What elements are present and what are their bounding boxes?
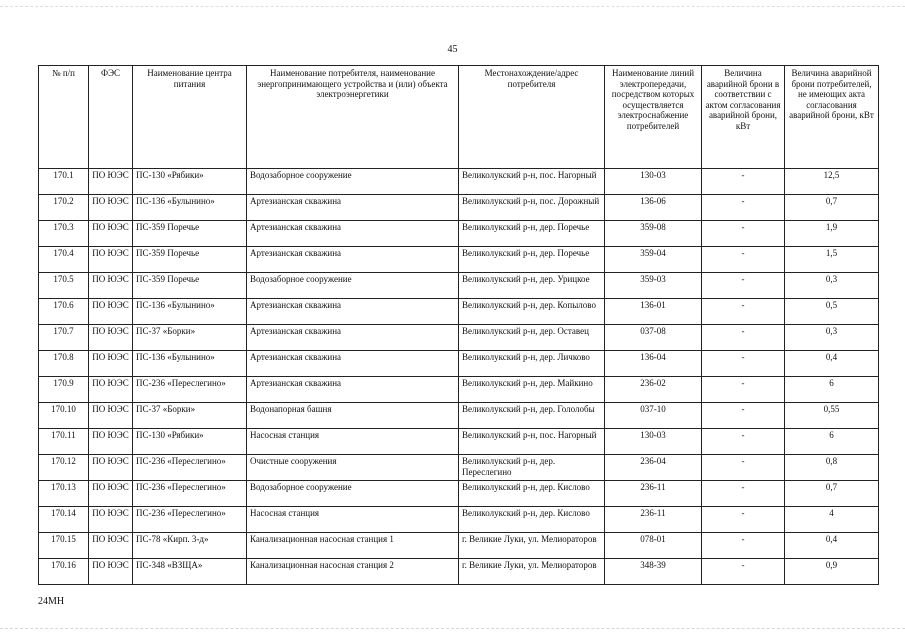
cell-consumer: Артезианская скважина [247, 221, 459, 247]
cell-power-line: 359-03 [605, 273, 702, 299]
cell-number: 170.8 [39, 351, 89, 377]
cell-fes: ПО ЮЭС [89, 429, 133, 455]
cell-power-center: ПС-236 «Переслегино» [133, 481, 247, 507]
cell-address: Великолукский р-н, дер. Поречье [459, 247, 605, 273]
cell-power-center: ПС-136 «Булынино» [133, 351, 247, 377]
cell-power-center: ПС-37 «Борки» [133, 403, 247, 429]
cell-consumer: Артезианская скважина [247, 325, 459, 351]
col-header-address: Местонахождение/адрес потребителя [459, 66, 605, 169]
cell-reserve-act: - [702, 273, 785, 299]
cell-number: 170.15 [39, 533, 89, 559]
cell-address: Великолукский р-н, дер. Оставец [459, 325, 605, 351]
cell-reserve-act: - [702, 221, 785, 247]
cell-number: 170.12 [39, 455, 89, 481]
cell-number: 170.14 [39, 507, 89, 533]
cell-number: 170.9 [39, 377, 89, 403]
table-row [39, 429, 879, 455]
table-row [39, 533, 879, 559]
cell-power-line: 359-08 [605, 221, 702, 247]
col-header-fes: ФЭС [89, 66, 133, 169]
cell-reserve-no-act: 4 [785, 507, 879, 533]
cell-power-center: ПС-136 «Булынино» [133, 195, 247, 221]
cell-power-center: ПС-130 «Рябики» [133, 169, 247, 195]
cell-consumer: Водозаборное сооружение [247, 273, 459, 299]
table-row [39, 325, 879, 351]
cell-power-center: ПС-236 «Переслегино» [133, 455, 247, 481]
cell-consumer: Артезианская скважина [247, 351, 459, 377]
table-row [39, 351, 879, 377]
cell-address: Великолукский р-н, дер. Кислово [459, 481, 605, 507]
cell-power-line: 236-04 [605, 455, 702, 481]
cell-consumer: Канализационная насосная станция 2 [247, 559, 459, 585]
cell-address: Великолукский р-н, дер. Поречье [459, 221, 605, 247]
cell-reserve-no-act: 0,55 [785, 403, 879, 429]
table-row [39, 221, 879, 247]
cell-reserve-no-act: 1,9 [785, 221, 879, 247]
cell-consumer: Очистные сооружения [247, 455, 459, 481]
table-row [39, 169, 879, 195]
cell-fes: ПО ЮЭС [89, 377, 133, 403]
table-row [39, 507, 879, 533]
cell-reserve-act: - [702, 351, 785, 377]
cell-reserve-no-act: 0,4 [785, 351, 879, 377]
cell-reserve-no-act: 0,3 [785, 273, 879, 299]
cell-reserve-act: - [702, 299, 785, 325]
scan-edge-top [0, 0, 905, 7]
cell-reserve-no-act: 6 [785, 377, 879, 403]
cell-reserve-no-act: 0,8 [785, 455, 879, 481]
cell-address: Великолукский р-н, дер. Копылово [459, 299, 605, 325]
cell-reserve-no-act: 0,3 [785, 325, 879, 351]
cell-fes: ПО ЮЭС [89, 299, 133, 325]
cell-reserve-act: - [702, 455, 785, 481]
cell-power-center: ПС-359 Поречье [133, 221, 247, 247]
cell-consumer: Насосная станция [247, 429, 459, 455]
cell-power-line: 130-03 [605, 429, 702, 455]
cell-reserve-no-act: 1,5 [785, 247, 879, 273]
cell-reserve-act: - [702, 325, 785, 351]
cell-address: Великолукский р-н, пос. Дорожный [459, 195, 605, 221]
cell-power-line: 130-03 [605, 169, 702, 195]
cell-consumer: Артезианская скважина [247, 299, 459, 325]
cell-number: 170.10 [39, 403, 89, 429]
cell-address: Великолукский р-н, пос. Нагорный [459, 429, 605, 455]
cell-power-line: 037-10 [605, 403, 702, 429]
cell-consumer: Водонапорная башня [247, 403, 459, 429]
col-header-consumer: Наименование потребителя, наименование энергопринимающего устройства и (или) объекта электроэнергетики [247, 66, 459, 169]
cell-fes: ПО ЮЭС [89, 221, 133, 247]
emergency-reserve-table [38, 65, 879, 585]
cell-power-center: ПС-359 Поречье [133, 247, 247, 273]
cell-fes: ПО ЮЭС [89, 481, 133, 507]
cell-number: 170.3 [39, 221, 89, 247]
cell-reserve-act: - [702, 195, 785, 221]
document-code: 24МН [38, 596, 65, 607]
cell-power-line: 236-11 [605, 507, 702, 533]
cell-power-center: ПС-78 «Кирп. 3-д» [133, 533, 247, 559]
cell-consumer: Артезианская скважина [247, 377, 459, 403]
cell-address: Великолукский р-н, дер. Переслегино [459, 455, 605, 481]
table-header-row [39, 66, 879, 169]
cell-number: 170.6 [39, 299, 89, 325]
cell-address: Великолукский р-н, дер. Гололобы [459, 403, 605, 429]
table-row [39, 195, 879, 221]
cell-address: Великолукский р-н, дер. Урицкое [459, 273, 605, 299]
cell-reserve-act: - [702, 533, 785, 559]
cell-consumer: Артезианская скважина [247, 247, 459, 273]
table-row [39, 299, 879, 325]
cell-reserve-no-act: 0,9 [785, 559, 879, 585]
cell-power-line: 078-01 [605, 533, 702, 559]
cell-fes: ПО ЮЭС [89, 247, 133, 273]
cell-address: г. Великие Луки, ул. Мелиораторов [459, 559, 605, 585]
cell-consumer: Артезианская скважина [247, 195, 459, 221]
col-header-power-center: Наименование центра питания [133, 66, 247, 169]
cell-fes: ПО ЮЭС [89, 195, 133, 221]
cell-power-line: 136-01 [605, 299, 702, 325]
cell-consumer: Водозаборное сооружение [247, 481, 459, 507]
col-header-reserve-act: Величина аварийной брони в соответствии с актом согласования аварийной брони, кВт [702, 66, 785, 169]
cell-number: 170.13 [39, 481, 89, 507]
cell-power-line: 136-06 [605, 195, 702, 221]
cell-reserve-act: - [702, 169, 785, 195]
table-row [39, 481, 879, 507]
cell-address: Великолукский р-н, пос. Нагорный [459, 169, 605, 195]
table-row [39, 377, 879, 403]
cell-power-line: 348-39 [605, 559, 702, 585]
cell-fes: ПО ЮЭС [89, 507, 133, 533]
cell-power-center: ПС-37 «Борки» [133, 325, 247, 351]
cell-number: 170.4 [39, 247, 89, 273]
cell-power-center: ПС-136 «Булынино» [133, 299, 247, 325]
col-header-power-line: Наименование линий электропередачи, посредством которых осуществляется электроснабжение потребителей [605, 66, 702, 169]
cell-number: 170.7 [39, 325, 89, 351]
col-header-reserve-no-act: Величина аварийной брони потребителей, не имеющих акта согласования аварийной брони, кВт [785, 66, 879, 169]
cell-reserve-act: - [702, 377, 785, 403]
cell-fes: ПО ЮЭС [89, 403, 133, 429]
table-row [39, 455, 879, 481]
cell-reserve-no-act: 0,5 [785, 299, 879, 325]
cell-consumer: Насосная станция [247, 507, 459, 533]
cell-fes: ПО ЮЭС [89, 351, 133, 377]
cell-power-line: 236-02 [605, 377, 702, 403]
cell-power-line: 136-04 [605, 351, 702, 377]
cell-number: 170.5 [39, 273, 89, 299]
cell-power-line: 359-04 [605, 247, 702, 273]
cell-address: Великолукский р-н, дер. Майкино [459, 377, 605, 403]
cell-reserve-act: - [702, 481, 785, 507]
cell-number: 170.1 [39, 169, 89, 195]
cell-reserve-no-act: 0,7 [785, 481, 879, 507]
table-row [39, 403, 879, 429]
cell-power-line: 037-08 [605, 325, 702, 351]
table-row [39, 273, 879, 299]
cell-fes: ПО ЮЭС [89, 169, 133, 195]
page-number: 45 [447, 44, 458, 55]
cell-reserve-act: - [702, 429, 785, 455]
cell-reserve-no-act: 0,7 [785, 195, 879, 221]
cell-reserve-act: - [702, 507, 785, 533]
cell-fes: ПО ЮЭС [89, 533, 133, 559]
cell-power-line: 236-11 [605, 481, 702, 507]
cell-fes: ПО ЮЭС [89, 273, 133, 299]
cell-number: 170.2 [39, 195, 89, 221]
cell-reserve-act: - [702, 403, 785, 429]
table-body [39, 169, 879, 585]
cell-reserve-no-act: 12,5 [785, 169, 879, 195]
cell-power-center: ПС-130 «Рябики» [133, 429, 247, 455]
cell-reserve-no-act: 6 [785, 429, 879, 455]
cell-consumer: Водозаборное сооружение [247, 169, 459, 195]
cell-reserve-act: - [702, 247, 785, 273]
cell-fes: ПО ЮЭС [89, 455, 133, 481]
scan-edge-bottom [0, 628, 905, 630]
cell-number: 170.11 [39, 429, 89, 455]
cell-address: Великолукский р-н, дер. Кислово [459, 507, 605, 533]
cell-fes: ПО ЮЭС [89, 325, 133, 351]
col-header-number: № п/п [39, 66, 89, 169]
table-row [39, 247, 879, 273]
cell-consumer: Канализационная насосная станция 1 [247, 533, 459, 559]
cell-reserve-act: - [702, 559, 785, 585]
cell-power-center: ПС-348 «ВЗЩА» [133, 559, 247, 585]
cell-power-center: ПС-236 «Переслегино» [133, 507, 247, 533]
cell-address: г. Великие Луки, ул. Мелиораторов [459, 533, 605, 559]
cell-address: Великолукский р-н, дер. Личково [459, 351, 605, 377]
cell-reserve-no-act: 0,4 [785, 533, 879, 559]
table-row [39, 559, 879, 585]
cell-fes: ПО ЮЭС [89, 559, 133, 585]
cell-power-center: ПС-359 Поречье [133, 273, 247, 299]
cell-number: 170.16 [39, 559, 89, 585]
cell-power-center: ПС-236 «Переслегино» [133, 377, 247, 403]
